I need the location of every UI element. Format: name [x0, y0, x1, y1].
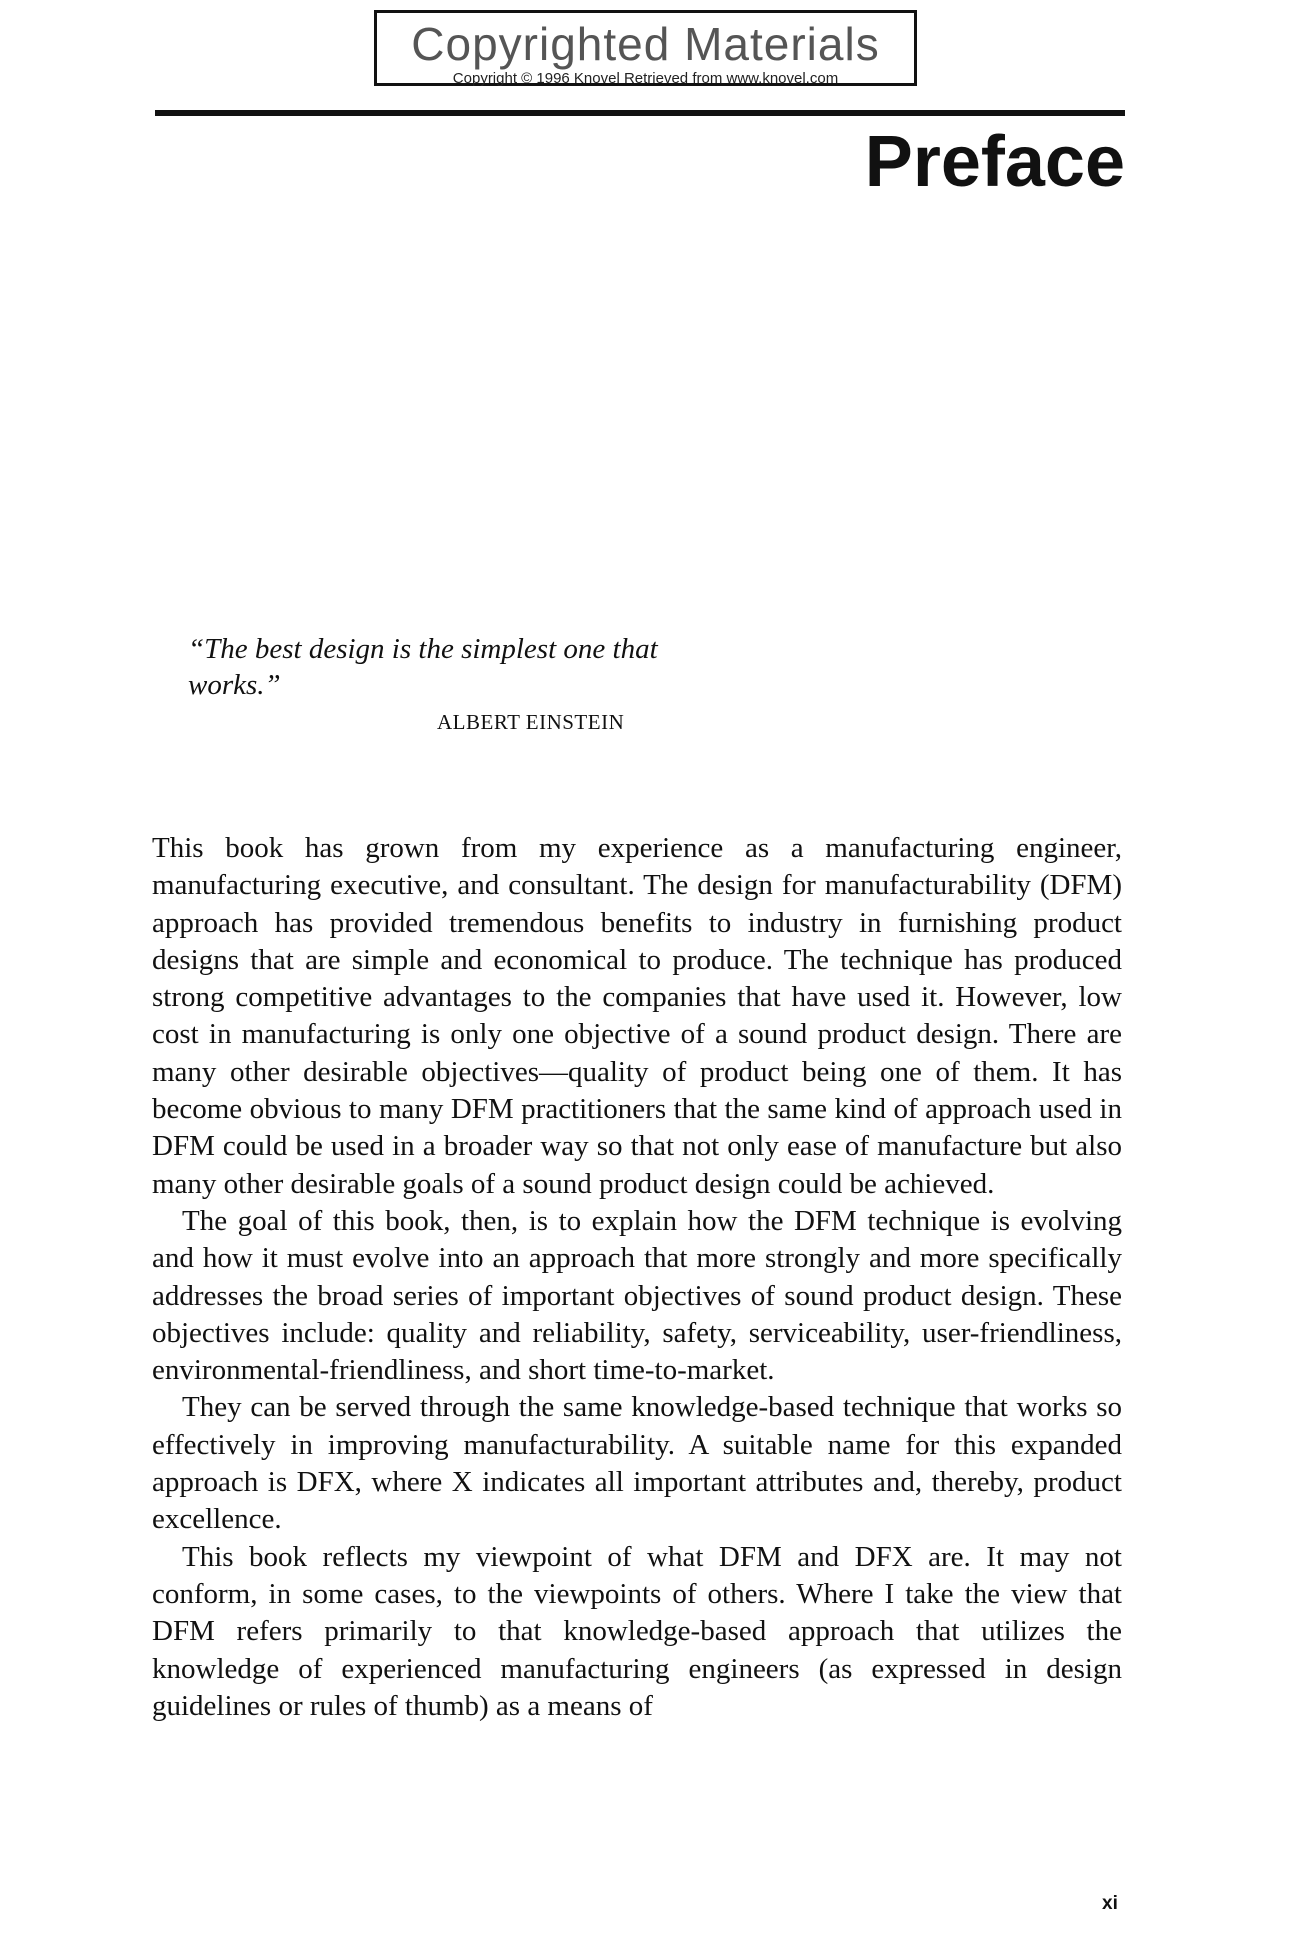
paragraph: The goal of this book, then, is to explain how the DFM technique is evolving and how it must evolve into an approach that more strongly and more specifically addresses the broad series of important objectives of sound product design. These objectives include: quality and reliability, safety, serviceability, user-friendliness, environmental-friendliness, and short time-to-market.: [152, 1204, 1122, 1387]
epigraph-quote: “The best design is the simplest one that works.”: [188, 633, 658, 701]
paragraph: They can be served through the same knowledge-based technique that works so effectively in improving manufacturability. A suitable name for this expanded approach is DFX, where X indicates all important attributes and, thereby, product excellence.: [152, 1391, 1122, 1536]
header-rule: [155, 110, 1125, 116]
paragraph: This book reflects my viewpoint of what DFM and DFX are. It may not conform, in some cases, to the viewpoints of others. Where I take the view that DFM refers primarily to that knowledge-based approach that utilizes the knowledge of experienced manufacturing engineers (as expressed in design guidelines or rules of thumb) as a means of: [152, 1540, 1122, 1722]
copyright-banner: [374, 10, 917, 86]
epigraph-attribution: ALBERT EINSTEIN: [437, 710, 625, 734]
banner-copyright-line: Copyright © 1996 Knovel Retrieved from www.knovel.com: [452, 70, 839, 87]
page-number: xi: [1102, 1893, 1118, 1914]
paragraph: This book has grown from my experience as a manufacturing engineer, manufacturing executive, and consultant. The design for manufacturability (DFM) approach has provided tremendous benefits to industry in furnishing product designs that are simple and economical to produce. The technique has produced strong competitive advantages to the companies that have used it. However, low cost in manufacturing is only one objective of a sound product design. There are many other desirable objectives—quality of product being one of them. It has become obvious to many DFM practitioners that the same kind of approach used in DFM could be used in a broader way so that not only ease of manufacture but also many other desirable goals of a sound product design could be achieved.: [152, 832, 1122, 1200]
body-text: [152, 830, 1122, 1725]
chapter-title: Preface: [864, 122, 1125, 202]
banner-title: Copyrighted Materials: [411, 18, 880, 70]
